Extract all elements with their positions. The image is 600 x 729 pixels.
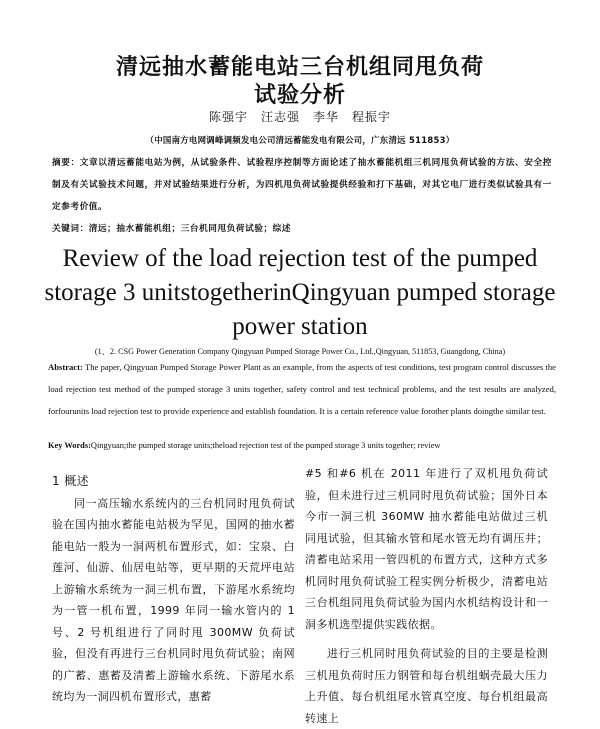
- left-column-paragraph: 同一高压输水系统内的三台机同时甩负荷试验在国内抽水蓄能电站极为罕见，国网的抽水蓄能电站一般为一洞两机布置形式，如：宝泉、白莲河、仙游、仙居电站等，更早期的天荒坪电站上游输水系统为一洞三机布置，下游尾水系统均为一管一机布置，1999 年同一输水管内的 1 号、2 号机组进行了同时甩 300MW 负荷试验，但没有再进行三台机同时甩负荷试验；南网的广蓄、惠蓄及清蓄上游输水系统、下游尾水系统均为一洞四机布置形式，惠蓄: [52, 496, 295, 703]
- body-right-column: [305, 463, 548, 729]
- chinese-abstract: [52, 152, 552, 218]
- chinese-title-line-1: 清远抽水蓄能电站三台机组同甩负荷: [115, 55, 484, 80]
- right-column-paragraph-1: #5 和#6 机在 2011 年进行了双机甩负荷试验，但未进行过三机同时甩负荷试验；国外日本今市一洞三机 360MW 抽水蓄能电站做过三机同甩试验，但其输水管和尾水管无均有调压井；清蓄电站采用一管四机的布置方式，这种方式多机同时甩负荷试验工程实例分析极少，清蓄电站三台机组同甩负荷试验为国内水机结构设计和一洞多机选型提供实践依据。: [305, 467, 548, 631]
- chinese-abstract-text: 文章以清远蓄能电站为例，从试验条件、试验程序控制等方面论述了抽水蓄能机组三机同甩负荷试验的方法、安全控制及有关试验技术问题，并对试验结果进行分析，为四机甩负荷试验提供经验和打下基础，对其它电厂进行类似试验具有一定参考价值。: [52, 158, 552, 212]
- english-abstract-label: Abstract:: [48, 362, 83, 372]
- english-keywords-text: Qingyuan;the pumped storage units;theload rejection test of the pumped storage 3 units together; review: [90, 441, 441, 450]
- chinese-keywords-text: 清远；抽水蓄能机组；三台机同甩负荷试验；综述: [88, 224, 292, 234]
- chinese-abstract-label: 摘要：: [52, 158, 80, 168]
- english-abstract-text: The paper, Qingyuan Pumped Storage Power Plant as an example, from the aspects of test conditions, test program control discusses the load rejection test method of the pumped storage 3 units together, safety control and test technical problems, and the test results are analyzed, forfourunits load rejection test to provide experience and establish foundation. It is a certain reference value forother plants doingthe similar test.: [48, 362, 556, 416]
- english-affiliation: (1、2. CSG Power Generation Company Qingyuan Pumped Storage Power Co., Ltd.,Qingyuan, 511853, Guangdong, China): [94, 347, 506, 356]
- english-keywords-label: Key Words:: [48, 441, 91, 450]
- chinese-title-line-2: 试验分析: [253, 83, 346, 108]
- english-title: Review of the load rejection test of the pumped storage 3 unitstogetherinQingyuan pumped storage power station: [44, 245, 556, 340]
- chinese-keywords-label: 关键词：: [52, 224, 89, 234]
- right-column-paragraph-2: 进行三机同时甩负荷试验的目的主要是检测三机甩负荷时压力钢管和每台机组蜗壳最大压力上升值、每台机组尾水管真空度、每台机组最高转速上: [305, 647, 548, 725]
- chinese-affiliation: （中国南方电网调峰调频发电公司清远蓄能发电有限公司，广东清远 511853）: [145, 135, 455, 145]
- english-keywords: [48, 441, 556, 450]
- chinese-keywords: [52, 222, 552, 234]
- body-left-column: [52, 457, 295, 708]
- authors: 陈强宇 汪志强 李华 程振宇: [208, 110, 391, 124]
- section-heading: 1 概述: [52, 474, 90, 488]
- english-abstract: [48, 356, 556, 422]
